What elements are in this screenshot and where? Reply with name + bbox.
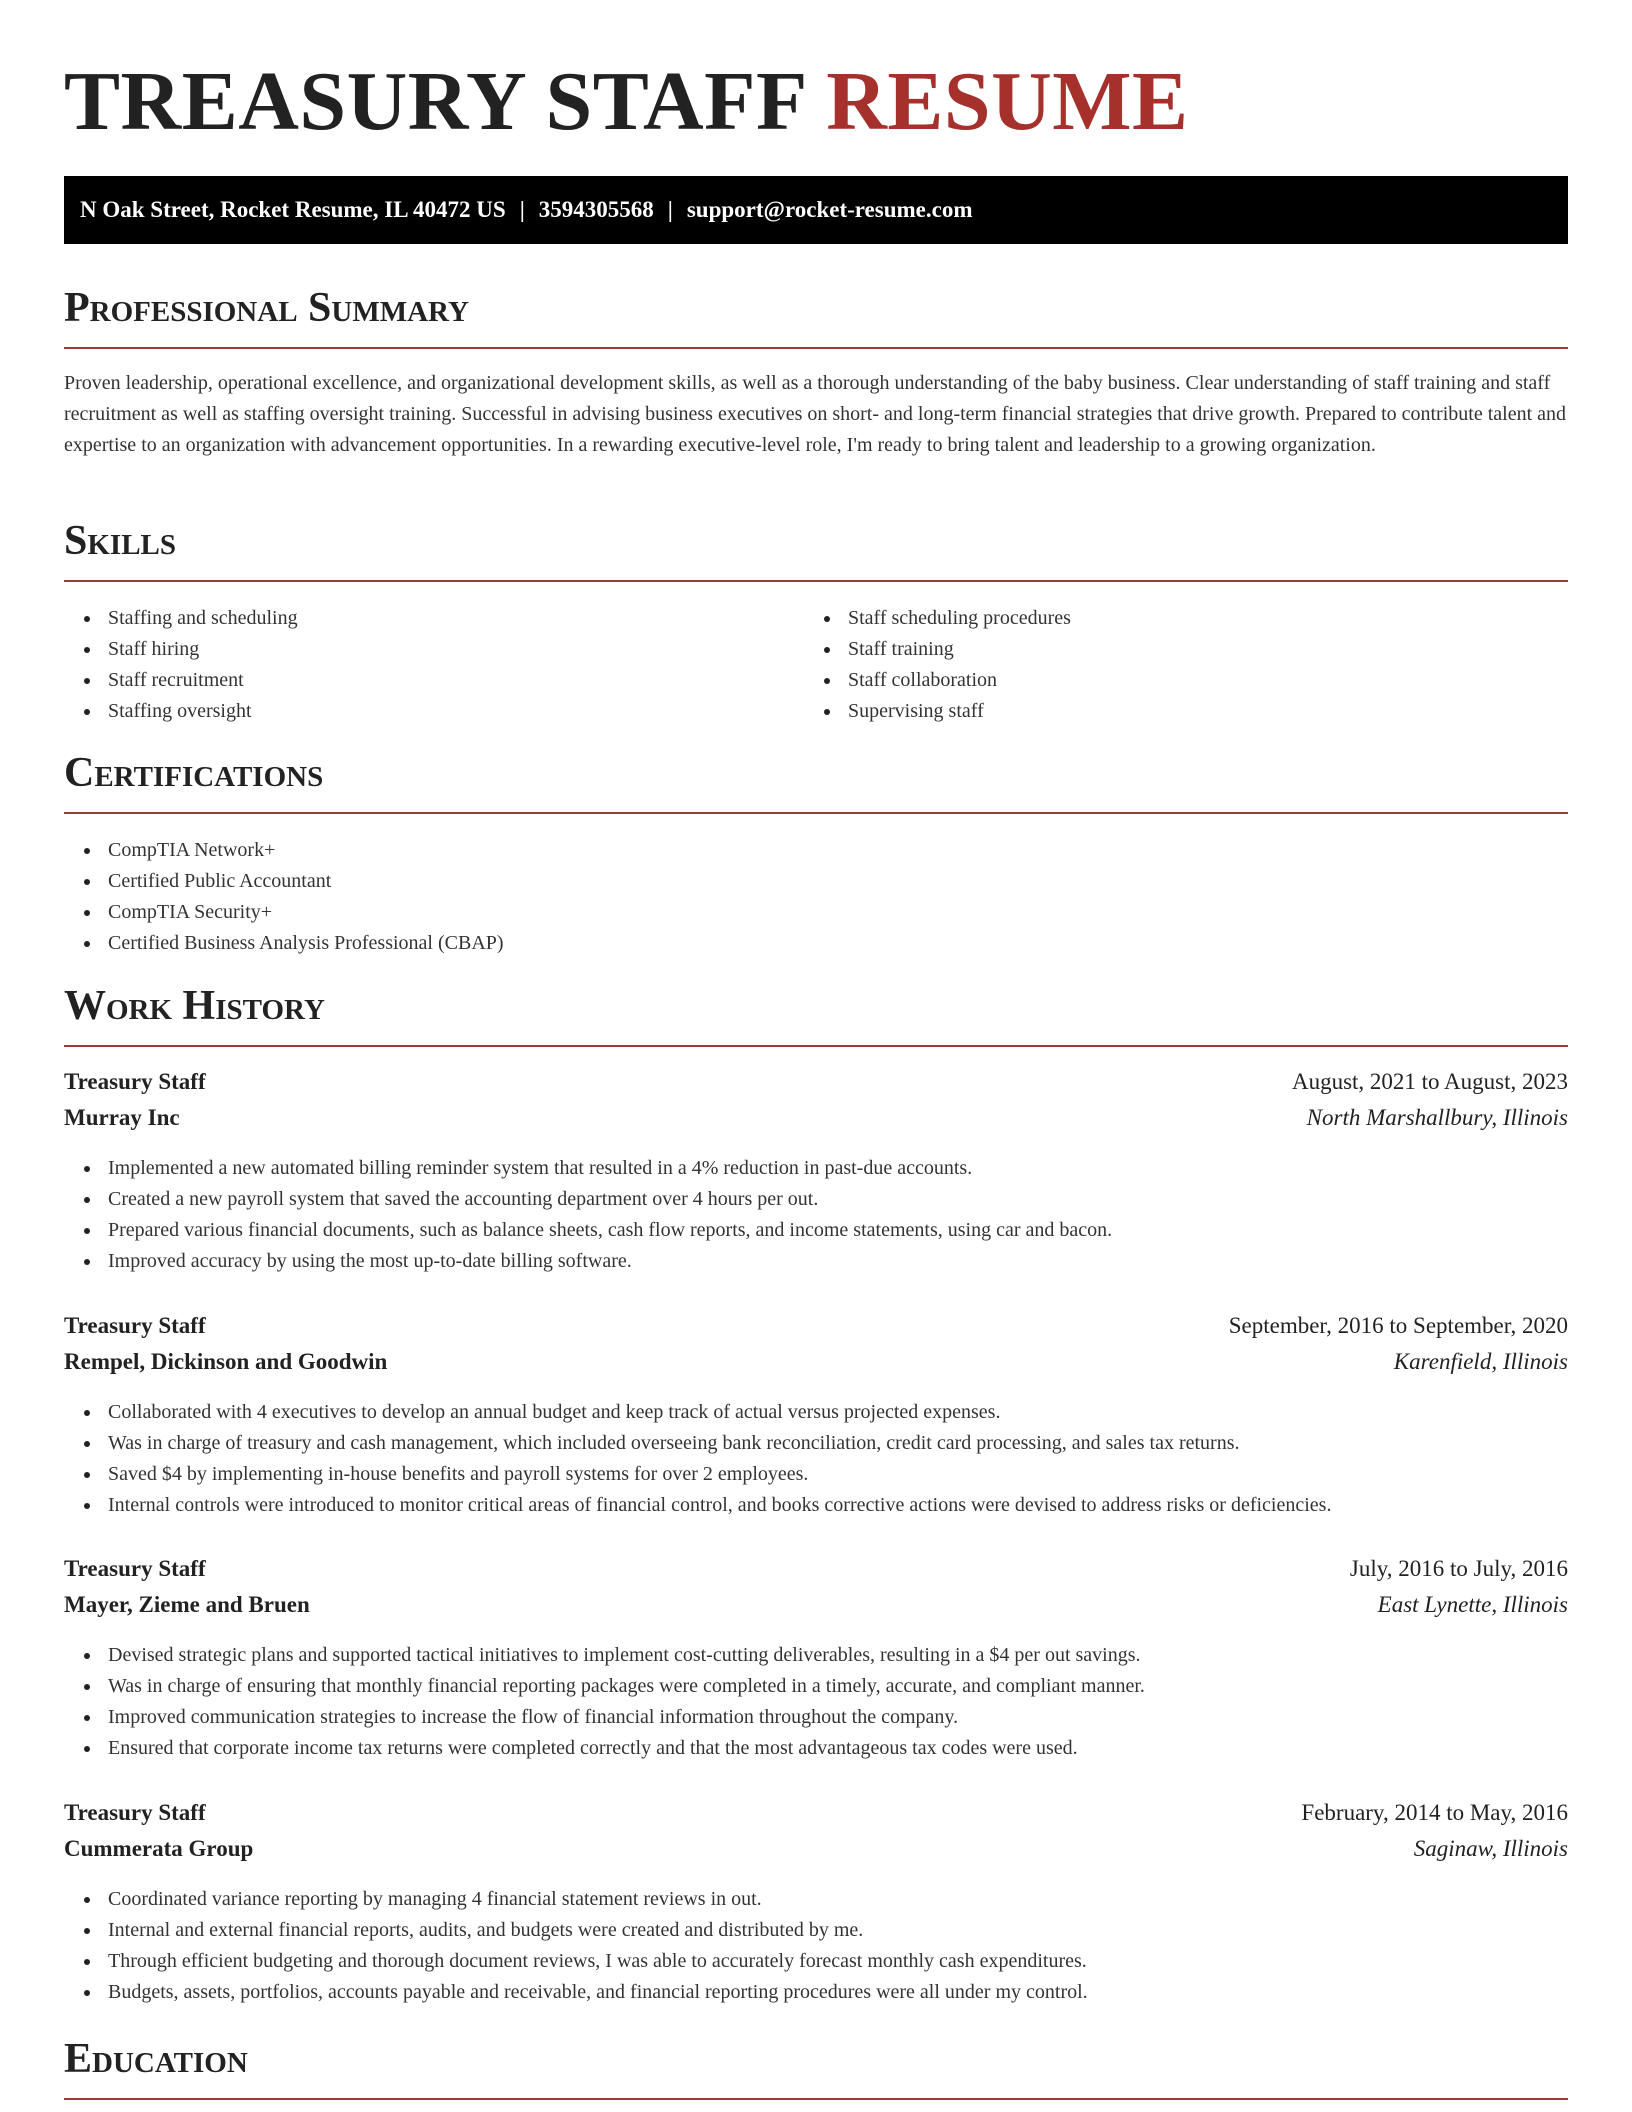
certification-item: CompTIA Security+ <box>64 897 504 928</box>
contact-separator: | <box>667 197 673 222</box>
job-dates: February, 2014 to May, 2016 <box>1301 1800 1568 1825</box>
contact-separator: | <box>519 197 525 222</box>
skill-item: Staff scheduling procedures <box>804 603 1071 634</box>
certification-item: Certified Business Analysis Professional (CBAP) <box>64 928 504 959</box>
job-bullet: Created a new payroll system that saved the accounting department over 4 hours per out. <box>64 1184 1568 1215</box>
job-location: North Marshallbury, Illinois <box>1306 1105 1568 1130</box>
contact-address: N Oak Street, Rocket Resume, IL 40472 US <box>80 197 506 222</box>
job-bullet: Devised strategic plans and supported tactical initiatives to implement cost-cutting deliverables, resulting in a $4 per out savings. <box>64 1640 1568 1671</box>
skill-item: Staff hiring <box>64 634 298 665</box>
job-dates: July, 2016 to July, 2016 <box>1349 1556 1568 1581</box>
section-title-work-history: Work History <box>64 981 1568 1047</box>
job-company: Mayer, Zieme and Bruen <box>64 1592 310 1617</box>
job-title: Treasury Staff <box>64 1313 206 1338</box>
job-bullet: Saved $4 by implementing in-house benefits and payroll systems for over 2 employees. <box>64 1459 1568 1490</box>
job-entry <box>64 1069 1568 1277</box>
contact-phone: 3594305568 <box>538 197 654 222</box>
job-location: East Lynette, Illinois <box>1377 1592 1568 1617</box>
job-dates: September, 2016 to September, 2020 <box>1228 1313 1568 1338</box>
job-bullet: Through efficient budgeting and thorough document reviews, I was able to accurately forecast monthly cash expenditures. <box>64 1946 1568 1977</box>
job-entry <box>64 1800 1568 2008</box>
skill-item: Staffing oversight <box>64 696 298 727</box>
certification-item: CompTIA Network+ <box>64 835 504 866</box>
skill-item: Staff collaboration <box>804 665 1071 696</box>
contact-email: support@rocket-resume.com <box>686 197 973 222</box>
job-title: Treasury Staff <box>64 1556 206 1581</box>
job-location: Karenfield, Illinois <box>1393 1349 1568 1374</box>
title-main: TREASURY STAFF <box>64 55 805 148</box>
skill-item: Staff recruitment <box>64 665 298 696</box>
job-bullet: Budgets, assets, portfolios, accounts payable and receivable, and financial reporting procedures were all under my control. <box>64 1977 1568 2008</box>
job-company: Murray Inc <box>64 1105 180 1130</box>
job-company: Rempel, Dickinson and Goodwin <box>64 1349 388 1374</box>
job-title: Treasury Staff <box>64 1069 206 1094</box>
job-dates: August, 2021 to August, 2023 <box>1291 1069 1568 1094</box>
job-bullet: Improved communication strategies to increase the flow of financial information throughout the company. <box>64 1702 1568 1733</box>
job-bullet: Ensured that corporate income tax returns were completed correctly and that the most advantageous tax codes were used. <box>64 1733 1568 1764</box>
job-entry <box>64 1556 1568 1764</box>
title-accent: RESUME <box>826 55 1189 148</box>
job-bullet: Improved accuracy by using the most up-to-date billing software. <box>64 1246 1568 1277</box>
certification-item: Certified Public Accountant <box>64 866 504 897</box>
resume-title <box>64 52 1189 152</box>
job-company: Cummerata Group <box>64 1836 254 1861</box>
section-title-education: Education <box>64 2034 1568 2100</box>
section-title-skills: Skills <box>64 516 1568 582</box>
job-bullet: Was in charge of ensuring that monthly financial reporting packages were completed in a timely, accurate, and compliant manner. <box>64 1671 1568 1702</box>
job-entry <box>64 1313 1568 1521</box>
job-bullet: Coordinated variance reporting by managing 4 financial statement reviews in out. <box>64 1884 1568 1915</box>
skill-item: Supervising staff <box>804 696 1071 727</box>
job-bullet: Collaborated with 4 executives to develop an annual budget and keep track of actual versus projected expenses. <box>64 1397 1568 1428</box>
job-location: Saginaw, Illinois <box>1413 1836 1568 1861</box>
section-title-certifications: Certifications <box>64 748 1568 814</box>
skills-column-left <box>64 603 298 727</box>
certifications-list <box>64 835 504 959</box>
job-bullet: Prepared various financial documents, such as balance sheets, cash flow reports, and income statements, using car and bacon. <box>64 1215 1568 1246</box>
skill-item: Staffing and scheduling <box>64 603 298 634</box>
job-bullet: Internal controls were introduced to monitor critical areas of financial control, and books corrective actions were devised to address risks or deficiencies. <box>64 1490 1568 1521</box>
job-bullet: Implemented a new automated billing reminder system that resulted in a 4% reduction in past-due accounts. <box>64 1153 1568 1184</box>
job-bullet: Was in charge of treasury and cash management, which included overseeing bank reconciliation, credit card processing, and sales tax returns. <box>64 1428 1568 1459</box>
skills-column-right <box>804 603 1071 727</box>
contact-bar <box>64 176 1568 244</box>
job-title: Treasury Staff <box>64 1800 206 1825</box>
skill-item: Staff training <box>804 634 1071 665</box>
section-title-summary: Professional Summary <box>64 283 1568 349</box>
summary-text: Proven leadership, operational excellence, and organizational development skills, as well as a thorough understanding of the baby business. Clear understanding of staff training and staff recruitment as well as staffing oversight training. Successful in advising business executives on short- and long-term financial strategies that drive growth. Prepared to contribute talent and expertise to an organization with advancement opportunities. In a rewarding executive-level role, I'm ready to bring talent and leadership to a growing organization. <box>64 372 1567 456</box>
job-bullet: Internal and external financial reports, audits, and budgets were created and distributed by me. <box>64 1915 1568 1946</box>
